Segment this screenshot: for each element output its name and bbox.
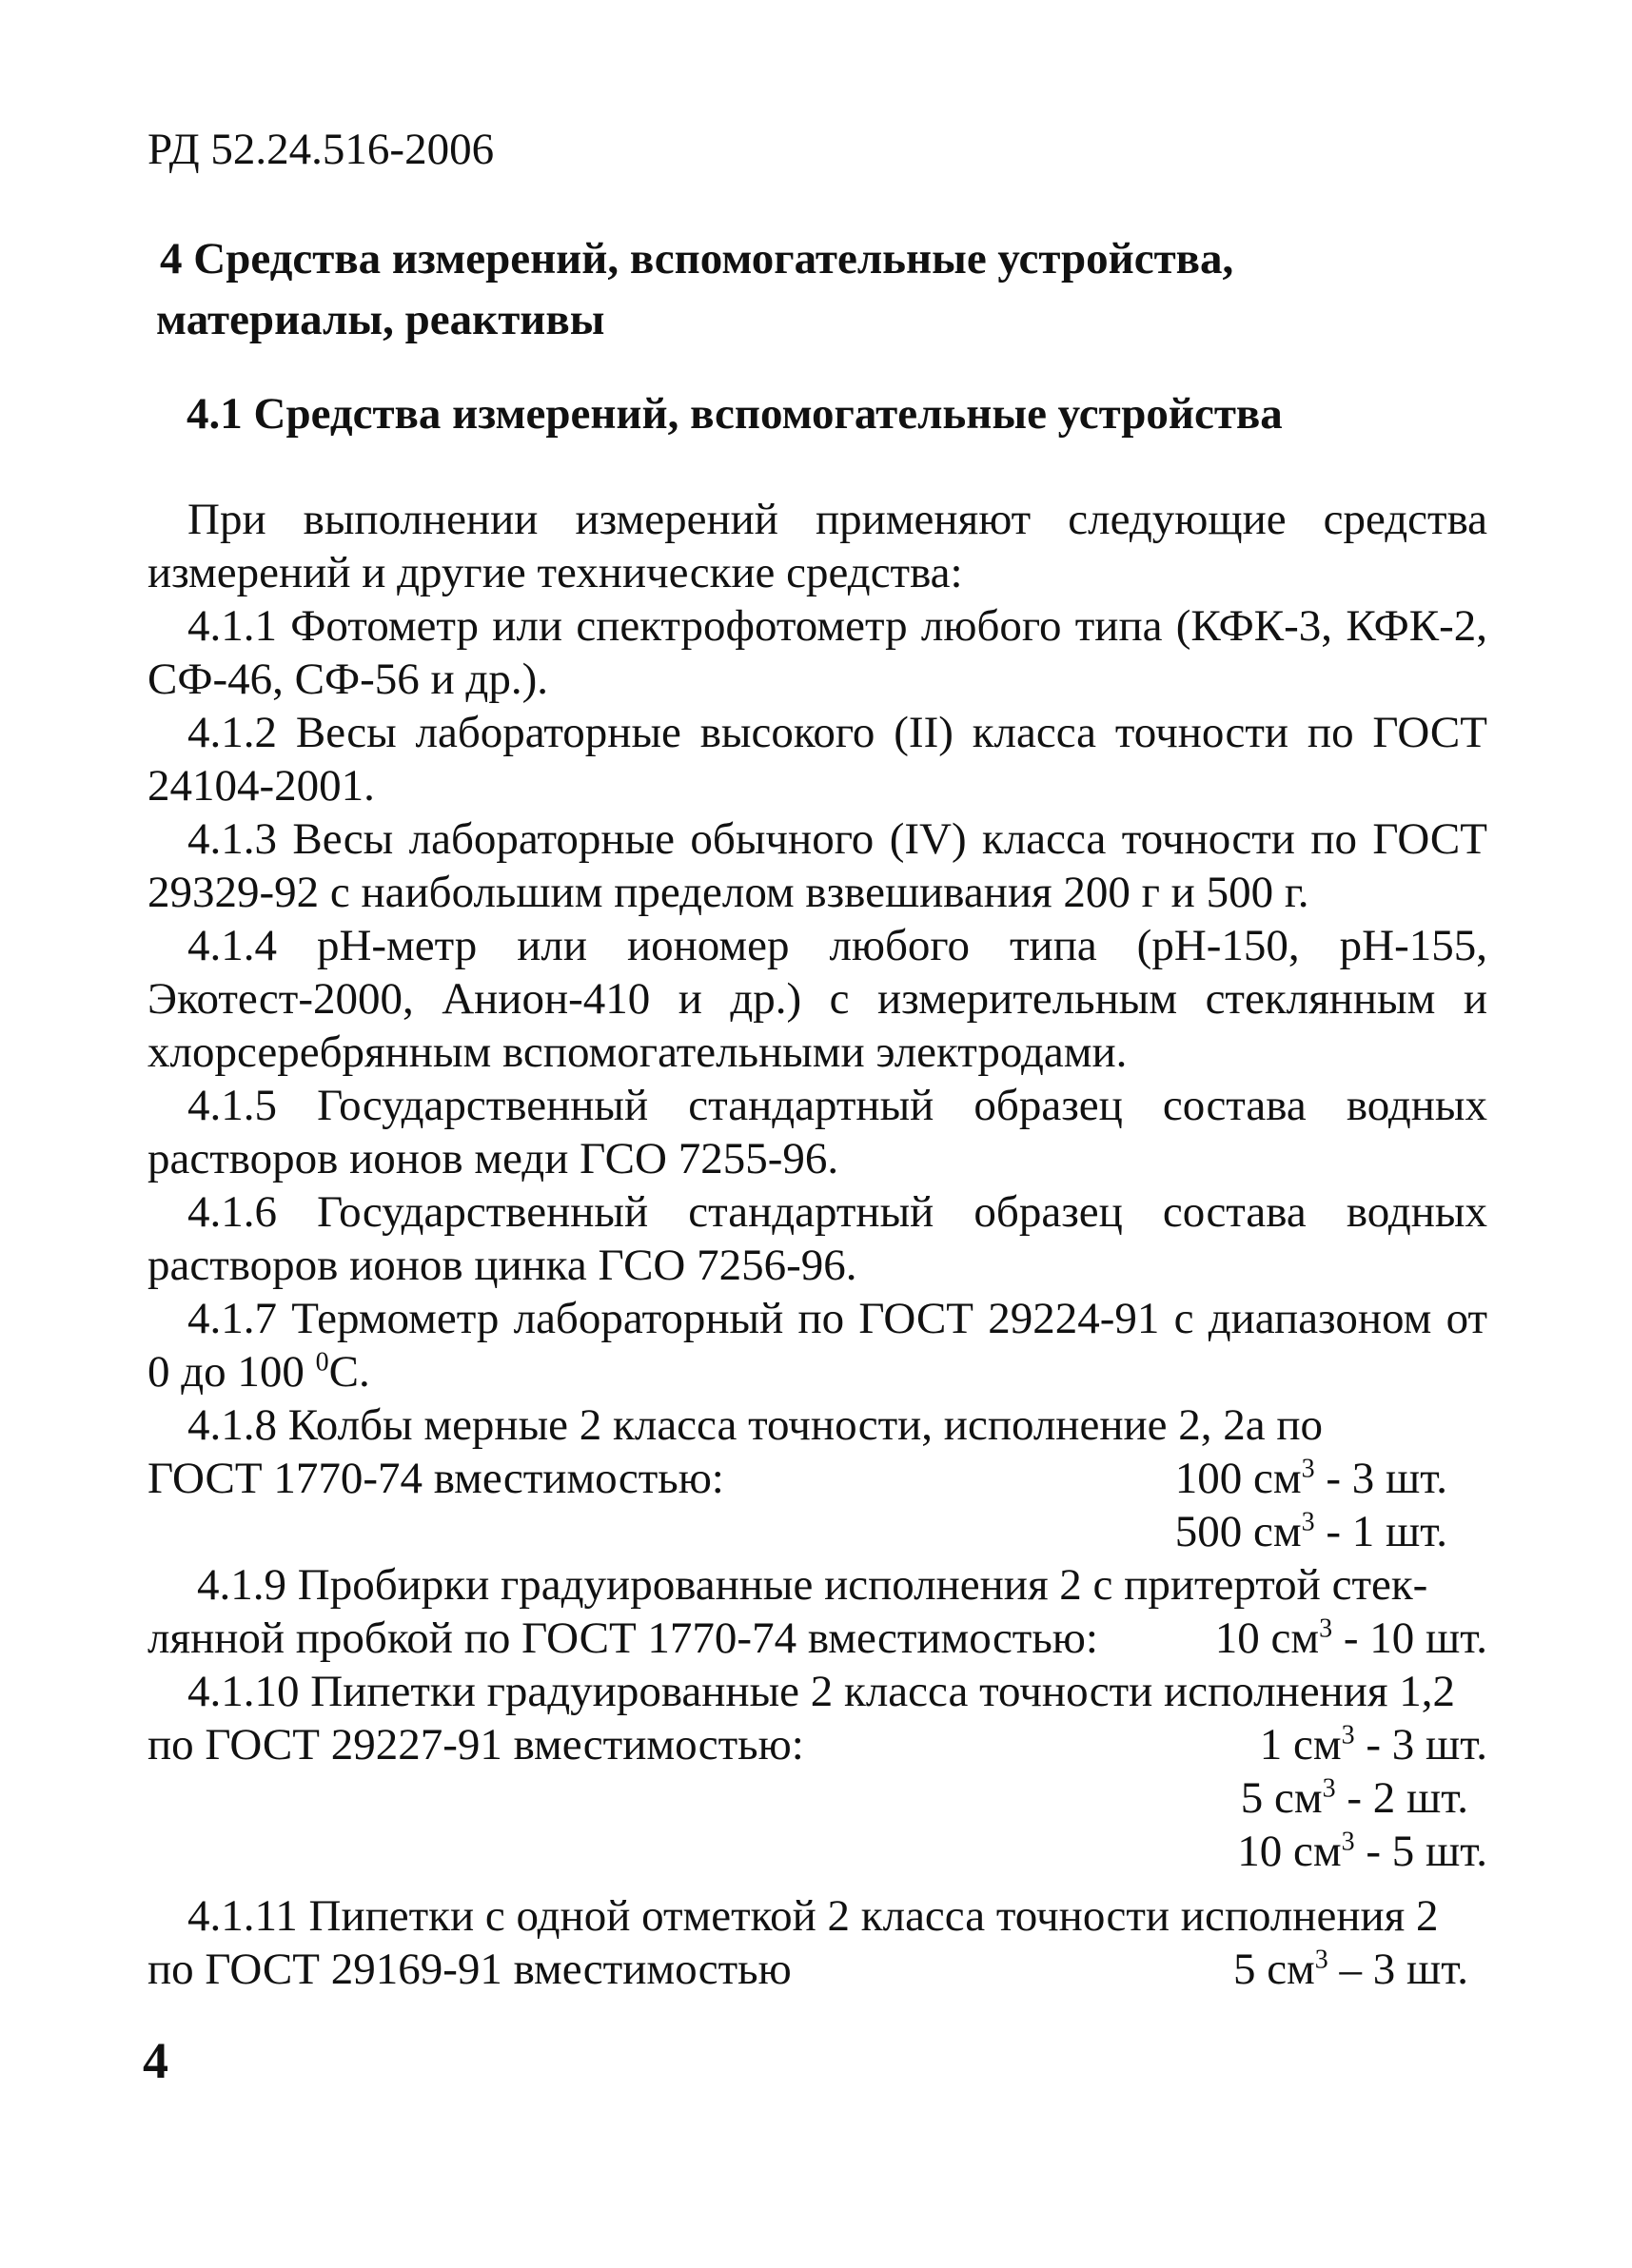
item-4-1-11-quantity	[1233, 1943, 1487, 1996]
item-4-1-11-line-2	[147, 1943, 1487, 1996]
item-4-1-8-label: ГОСТ 1770-74 вместимостью:	[147, 1454, 724, 1503]
item-4-1-8-line-1: 4.1.8 Колбы мерные 2 класса точности, исполнение 2, 2а по	[187, 1400, 1323, 1450]
item-4-1-4: 4.1.4 pH-метр или иономер любого типа (pH-150, pH-155, Экотест-2000, Анион-410 и др.) с измерительным стеклянным и хлорсеребрянным вспомогательными электродами.	[147, 921, 1487, 1077]
count: - 1 шт.	[1314, 1507, 1447, 1556]
item-4-1-3: 4.1.3 Весы лабораторные обычного (IV) класса точности по ГОСТ 29329-92 с наибольшим пределом взвешивания 200 г и 500 г.	[147, 814, 1487, 917]
volume: 5 см	[1232, 1945, 1315, 1994]
count: - 3 шт.	[1354, 1720, 1487, 1769]
item-4-1-8-quantity-1	[1175, 1452, 1487, 1505]
item-4-1-11-label: по ГОСТ 29169-91 вместимостью	[147, 1945, 792, 1994]
page-number: 4	[143, 2032, 168, 2089]
item-4-1-10-label: по ГОСТ 29227-91 вместимостью:	[147, 1720, 804, 1769]
section-title	[156, 228, 1397, 350]
count: - 5 шт.	[1354, 1827, 1487, 1876]
item-4-1-5: 4.1.5 Государственный стандартный образец состава водных растворов ионов меди ГСО 7255-96.	[147, 1081, 1487, 1183]
item-4-1-7-text: 4.1.7 Термометр лабораторный по ГОСТ 29224-91 с диапазоном от 0 до 100	[147, 1294, 1487, 1397]
item-4-1-8-quantity-2	[147, 1505, 1487, 1558]
count: - 2 шт.	[1335, 1773, 1468, 1823]
item-4-1-7-unit: С.	[328, 1347, 370, 1397]
count: - 3 шт.	[1314, 1454, 1447, 1503]
item-4-1-9-label: лянной пробкой по ГОСТ 1770-74 вместимостью:	[147, 1613, 1098, 1663]
cube-sup: 3	[1341, 1827, 1355, 1857]
degree-sup: 0	[315, 1347, 329, 1378]
item-4-1-11-line-1: 4.1.11 Пипетки с одной отметкой 2 класса точности исполнения 2	[187, 1891, 1439, 1941]
cube-sup: 3	[1341, 1720, 1355, 1750]
item-4-1-9-line-2	[147, 1612, 1487, 1665]
item-4-1-10-quantity-3	[147, 1825, 1487, 1878]
count: - 10 шт.	[1332, 1613, 1487, 1663]
item-4-1-8-line-2	[147, 1452, 1487, 1505]
document-code: РД 52.24.516-2006	[147, 125, 495, 174]
item-4-1-9-line-1: 4.1.9 Пробирки градуированные исполнения 2 с притертой стек-	[197, 1560, 1428, 1610]
item-4-1-1: 4.1.1 Фотометр или спектрофотометр любого типа (КФК-3, КФК-2, СФ-46, СФ-56 и др.).	[147, 601, 1487, 704]
section-title-line-2: материалы, реактивы	[156, 295, 605, 344]
count: – 3 шт.	[1327, 1945, 1468, 1994]
document-body	[147, 493, 1487, 1996]
cube-sup: 3	[1301, 1507, 1315, 1537]
volume: 500 см	[1174, 1507, 1302, 1556]
item-4-1-9-quantity	[1215, 1612, 1487, 1665]
cube-sup: 3	[1301, 1454, 1315, 1484]
cube-sup: 3	[1319, 1613, 1333, 1644]
item-4-1-10-quantity-1	[1260, 1718, 1487, 1771]
cube-sup: 3	[1314, 1945, 1328, 1975]
intro-paragraph: При выполнении измерений применяют следующие средства измерений и другие технические средства:	[147, 495, 1487, 597]
volume: 100 см	[1174, 1454, 1302, 1503]
volume: 10 см	[1237, 1827, 1342, 1876]
volume: 1 см	[1259, 1720, 1342, 1769]
item-4-1-7	[147, 1292, 1487, 1398]
item-4-1-6: 4.1.6 Государственный стандартный образец состава водных растворов ионов цинка ГСО 7256-96.	[147, 1187, 1487, 1290]
subsection-title: 4.1 Средства измерений, вспомогательные устройства	[187, 389, 1283, 439]
section-title-line-1: 4 Средства измерений, вспомогательные устройства,	[160, 234, 1234, 284]
item-4-1-2: 4.1.2 Весы лабораторные высокого (II) класса точности по ГОСТ 24104-2001.	[147, 708, 1487, 811]
item-4-1-10-line-2	[147, 1718, 1487, 1771]
volume: 10 см	[1214, 1613, 1320, 1663]
item-4-1-10-quantity-2	[147, 1771, 1487, 1825]
item-4-1-10-line-1: 4.1.10 Пипетки градуированные 2 класса точности исполнения 1,2	[187, 1667, 1455, 1716]
cube-sup: 3	[1322, 1773, 1336, 1804]
volume: 5 см	[1240, 1773, 1323, 1823]
